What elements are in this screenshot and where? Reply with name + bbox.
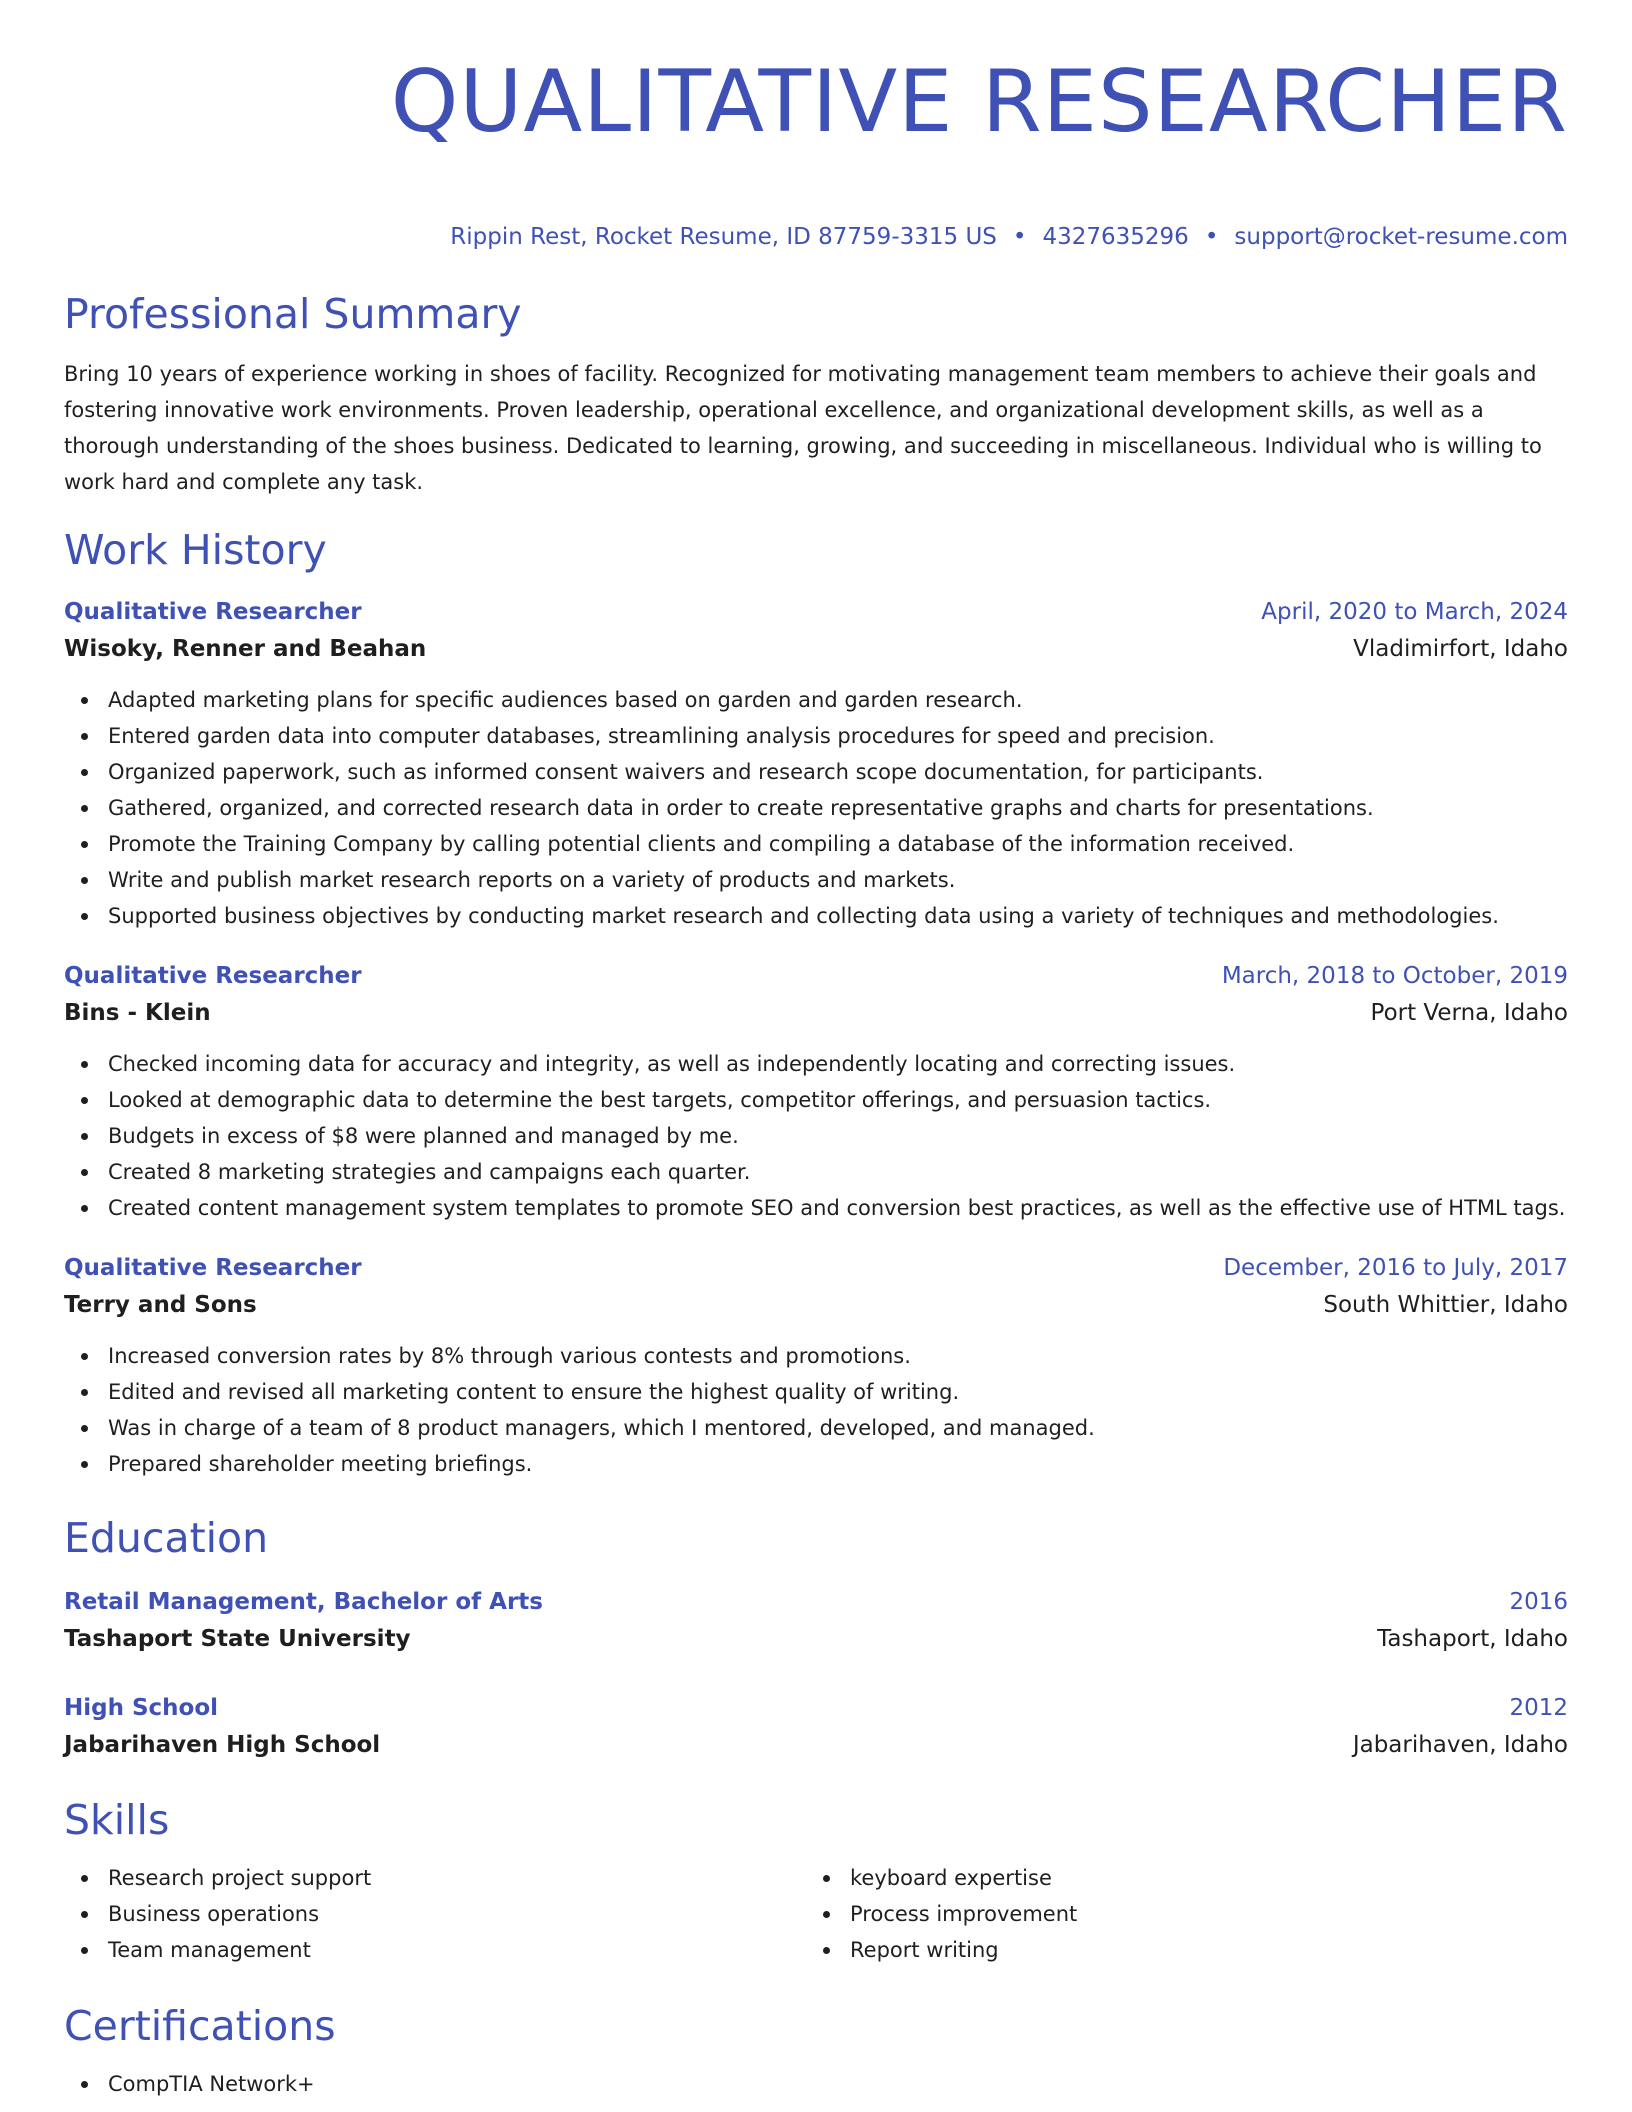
section-title-certifications: Certifications: [64, 2002, 336, 2050]
work-entry-subheader: [64, 1286, 1568, 1324]
education-degree: High School: [64, 1695, 219, 1721]
education-year: 2016: [1509, 1589, 1568, 1615]
section-title-skills: Skills: [64, 1796, 170, 1844]
job-bullets: [64, 1046, 1568, 1226]
section-title-summary: Professional Summary: [64, 290, 522, 338]
work-entry-header: [64, 594, 1568, 630]
work-entry-subheader: [64, 630, 1568, 668]
summary-text: Bring 10 years of experience working in shoes of facility. Recognized for motivating management team members to achieve their goals and fostering innovative work environments. Proven leadership, operational excellence, and organizational development skills, as well as a thorough understanding of the shoes business. Dedicated to learning, growing, and succeeding in miscellaneous. Individual who is willing to work hard and complete any task.: [64, 362, 1542, 494]
job-company: Bins - Klein: [64, 1000, 211, 1026]
contact-line: [64, 222, 1568, 252]
contact-email: support@rocket-resume.com: [1234, 224, 1568, 250]
job-role: Qualitative Researcher: [64, 1255, 362, 1281]
work-entry: [64, 958, 1568, 1226]
skills-column-left: [64, 1860, 806, 1968]
resume-header: [64, 0, 1568, 252]
list-item: Looked at demographic data to determine the best targets, competitor offerings, and persuasion tactics.: [64, 1082, 1568, 1118]
skill-item: keyboard expertise: [806, 1860, 1548, 1896]
job-dates: December, 2016 to July, 2017: [1223, 1255, 1568, 1281]
skill-item: Report writing: [806, 1932, 1548, 1968]
candidate-title: QUALITATIVE RESEARCHER: [390, 52, 1568, 152]
list-item: Entered garden data into computer databases, streamlining analysis procedures for speed and precision.: [64, 718, 1568, 754]
list-item: Increased conversion rates by 8% through various contests and promotions.: [64, 1338, 1568, 1374]
education-year: 2012: [1509, 1695, 1568, 1721]
list-item: Supported business objectives by conducting market research and collecting data using a variety of techniques and methodologies.: [64, 898, 1568, 934]
work-entry-header: [64, 1250, 1568, 1286]
job-dates: April, 2020 to March, 2024: [1261, 599, 1568, 625]
job-bullets: [64, 1338, 1568, 1482]
contact-separator: •: [1012, 224, 1027, 250]
skill-item: Business operations: [64, 1896, 806, 1932]
certifications-list: [64, 2066, 1568, 2102]
list-item: Prepared shareholder meeting briefings.: [64, 1446, 1568, 1482]
list-item: Write and publish market research reports on a variety of products and markets.: [64, 862, 1568, 898]
list-item: Budgets in excess of $8 were planned and managed by me.: [64, 1118, 1568, 1154]
list-item: Organized paperwork, such as informed consent waivers and research scope documentation, for participants.: [64, 754, 1568, 790]
education-school: Jabarihaven High School: [64, 1732, 381, 1758]
contact-address: Rippin Rest, Rocket Resume, ID 87759-3315 US: [450, 224, 997, 250]
list-item: Was in charge of a team of 8 product managers, which I mentored, developed, and managed.: [64, 1410, 1568, 1446]
list-item: Gathered, organized, and corrected research data in order to create representative graphs and charts for presentations.: [64, 790, 1568, 826]
list-item: Adapted marketing plans for specific audiences based on garden and garden research.: [64, 682, 1568, 718]
skill-item: Research project support: [64, 1860, 806, 1896]
section-title-education: Education: [64, 1514, 269, 1562]
list-item: Promote the Training Company by calling potential clients and compiling a database of the information received.: [64, 826, 1568, 862]
education-entry-header: [64, 1690, 1568, 1726]
skills-grid: [64, 1860, 1568, 1968]
education-entry-subheader: [64, 1726, 1568, 1764]
education-location: Jabarihaven, Idaho: [1352, 1732, 1568, 1758]
work-entry-header: [64, 958, 1568, 994]
work-entry-subheader: [64, 994, 1568, 1032]
list-item: Checked incoming data for accuracy and integrity, as well as independently locating and correcting issues.: [64, 1046, 1568, 1082]
skill-item: Team management: [64, 1932, 806, 1968]
education-entry: [64, 1584, 1568, 1658]
job-dates: March, 2018 to October, 2019: [1221, 963, 1568, 989]
work-entry: [64, 594, 1568, 934]
list-item: Created content management system templates to promote SEO and conversion best practices, as well as the effective use of HTML tags.: [64, 1190, 1568, 1226]
list-item: Edited and revised all marketing content to ensure the highest quality of writing.: [64, 1374, 1568, 1410]
education-entry: [64, 1690, 1568, 1764]
job-role: Qualitative Researcher: [64, 599, 362, 625]
job-role: Qualitative Researcher: [64, 963, 362, 989]
work-entry: [64, 1250, 1568, 1482]
job-location: South Whittier, Idaho: [1323, 1292, 1568, 1318]
contact-separator: •: [1204, 224, 1219, 250]
education-entry-header: [64, 1584, 1568, 1620]
education-entry-subheader: [64, 1620, 1568, 1658]
skill-item: Process improvement: [806, 1896, 1548, 1932]
list-item: Created 8 marketing strategies and campaigns each quarter.: [64, 1154, 1568, 1190]
education-school: Tashaport State University: [64, 1626, 411, 1652]
education-location: Tashaport, Idaho: [1377, 1626, 1568, 1652]
certification-item: CompTIA Network+: [64, 2066, 1568, 2102]
skills-column-right: [806, 1860, 1548, 1968]
job-location: Vladimirfort, Idaho: [1353, 636, 1568, 662]
section-title-work-history: Work History: [64, 526, 327, 574]
job-company: Wisoky, Renner and Beahan: [64, 636, 427, 662]
contact-phone: 4327635296: [1042, 224, 1189, 250]
job-company: Terry and Sons: [64, 1292, 257, 1318]
job-bullets: [64, 682, 1568, 934]
education-degree: Retail Management, Bachelor of Arts: [64, 1589, 543, 1615]
job-location: Port Verna, Idaho: [1370, 1000, 1568, 1026]
